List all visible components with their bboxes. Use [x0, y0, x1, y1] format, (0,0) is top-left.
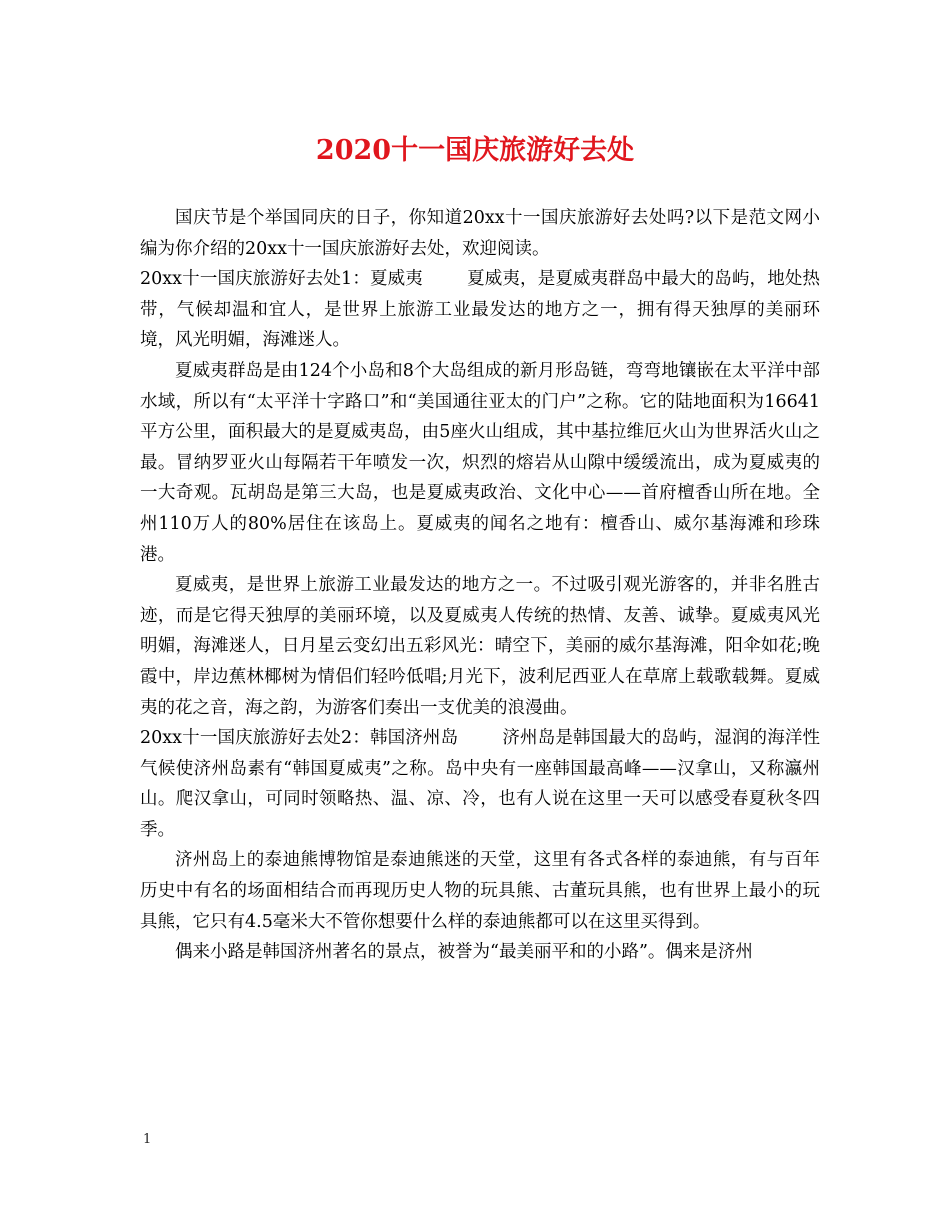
paragraph-intro: 国庆节是个举国同庆的日子，你知道20xx十一国庆旅游好去处吗?以下是范文网小编为你介绍的20xx十一国庆旅游好去处，欢迎阅读。 [140, 208, 820, 259]
paragraph-jeju-heading [140, 723, 820, 845]
document-body [140, 203, 820, 968]
section-text-jeju: 济州岛是韩国最大的岛屿，湿润的海洋性气候使济州岛素有“韩国夏威夷”之称。岛中央有一座韩国最高峰——汉拿山，又称瀛州山。爬汉拿山，可同时领略热、温、凉、冷，也有人说在这里一天可以感受春夏秋冬四季。 [140, 728, 821, 840]
page-number: 1 [143, 1132, 152, 1147]
paragraph-hawaii-heading [140, 264, 820, 356]
paragraph-hawaii-tourism: 夏威夷，是世界上旅游工业最发达的地方之一。不过吸引观光游客的，并非名胜古迹，而是它得天独厚的美丽环境，以及夏威夷人传统的热情、友善、诚挚。夏威夷风光明媚，海滩迷人，日月星云变幻出五彩风光：晴空下，美丽的威尔基海滩，阳伞如花;晚霞中，岸边蕉林椰树为情侣们轻吟低唱;月光下，波利尼西亚人在草席上载歌载舞。夏威夷的花之音，海之韵，为游客们奏出一支优美的浪漫曲。 [140, 575, 820, 718]
paragraph-olle-trail: 偶来小路是韩国济州著名的景点，被誉为“最美丽平和的小路”。偶来是济州 [175, 942, 753, 963]
section-heading-hawaii: 20xx十一国庆旅游好去处1：夏威夷 [140, 269, 423, 290]
section-text-hawaii: 夏威夷，是夏威夷群岛中最大的岛屿，地处热带，气候却温和宜人，是世界上旅游工业最发达的地方之一，拥有得天独厚的美丽环境，风光明媚，海滩迷人。 [140, 269, 820, 351]
section-heading-jeju: 20xx十一国庆旅游好去处2：韩国济州岛 [140, 728, 459, 749]
paragraph-hawaii-islands: 夏威夷群岛是由124个小岛和8个大岛组成的新月形岛链，弯弯地镶嵌在太平洋中部水域，所以有“太平洋十字路口”和“美国通往亚太的门户”之称。它的陆地面积为16641平方公里，面积最大的是夏威夷岛，由5座火山组成，其中基拉维厄火山为世界活火山之最。冒纳罗亚火山每隔若干年喷发一次，炽烈的熔岩从山隙中缓缓流出，成为夏威夷的一大奇观。瓦胡岛是第三大岛，也是夏威夷政治、文化中心——首府檀香山所在地。全州110万人的80%居住在该岛上。夏威夷的闻名之地有：檀香山、威尔基海滩和珍珠港。 [140, 360, 820, 565]
document-title: 2020十一国庆旅游好去处 [315, 135, 635, 166]
paragraph-teddy-bear-museum: 济州岛上的泰迪熊博物馆是泰迪熊迷的天堂，这里有各式各样的泰迪熊，有与百年历史中有名的场面相结合而再现历史人物的玩具熊、古董玩具熊，也有世界上最小的玩具熊，它只有4.5毫米大不管你想要什么样的泰迪熊都可以在这里买得到。 [140, 850, 820, 932]
